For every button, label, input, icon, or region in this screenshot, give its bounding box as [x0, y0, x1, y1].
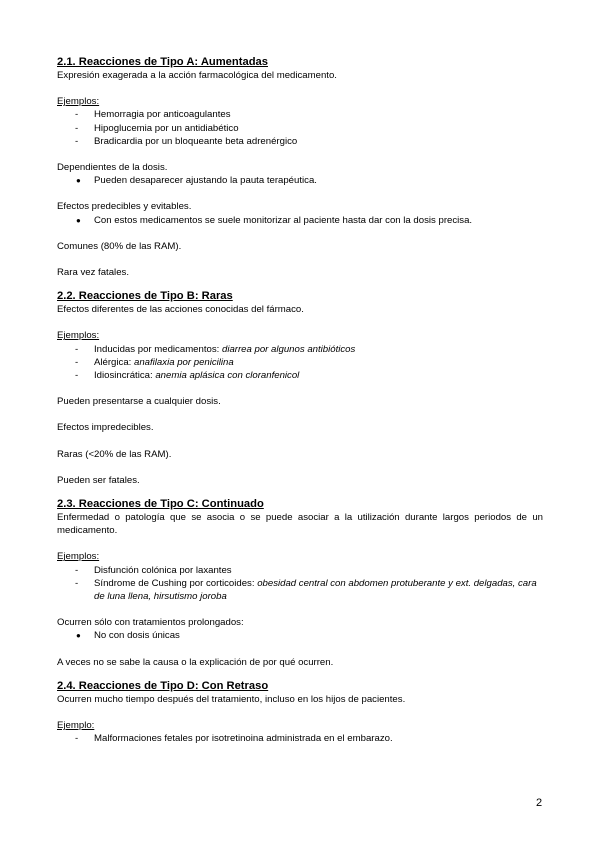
list-item: - Hipoglucemia por un antidiabético	[75, 122, 239, 134]
list-item: - Disfunción colónica por laxantes	[75, 564, 232, 576]
list-item: - Hemorragia por anticoagulantes	[75, 109, 231, 121]
section-a-examples-list	[57, 108, 543, 148]
section-a-description: Expresión exagerada a la acción farmacológica del medicamento.	[57, 70, 337, 81]
section-c-examples-label: Ejemplos:	[57, 551, 100, 563]
list-item: ● Con estos medicamentos se suele monitorizar al paciente hasta dar con la dosis precisa.	[76, 214, 473, 226]
section-b-rare: Raras (<20% de las RAM).	[57, 448, 172, 460]
section-a-common: Comunes (80% de las RAM).	[57, 240, 182, 252]
section-b-unpredictable: Efectos impredecibles.	[57, 422, 154, 434]
list-item: - Malformaciones fetales por isotretinoina administrada en el embarazo.	[75, 733, 393, 745]
section-a-fatal: Rara vez fatales.	[57, 267, 129, 279]
section-c-unknown: A veces no se sabe la causa o la explicación de por qué ocurren.	[57, 656, 334, 668]
list-item: ● No con dosis únicas	[76, 630, 180, 642]
list-item: ● Pueden desaparecer ajustando la pauta terapéutica.	[76, 175, 317, 187]
section-c-title: 2.3. Reacciones de Tipo C: Continuado	[57, 498, 264, 511]
list-item: - Síndrome de Cushing por corticoides: obesidad central con abdomen protuberante y ext. delgadas, cara de luna llena, hirsutismo joroba	[75, 577, 537, 603]
section-b-examples-list	[57, 343, 543, 383]
section-b-title: 2.2. Reacciones de Tipo B: Raras	[57, 290, 233, 303]
section-a-dose-text: Dependientes de la dosis.	[57, 162, 168, 174]
list-item: - Idiosincrática: anemia aplásica con cloranfenicol	[75, 370, 300, 382]
section-a-title: 2.1. Reacciones de Tipo A: Aumentadas	[57, 56, 268, 68]
section-b-any-dose: Pueden presentarse a cualquier dosis.	[57, 396, 221, 408]
section-d-examples-list	[57, 732, 543, 745]
section-b-fatal: Pueden ser fatales.	[57, 474, 140, 486]
section-c-examples-list	[57, 564, 543, 604]
section-d-title: 2.4. Reacciones de Tipo D: Con Retraso	[57, 679, 269, 692]
section-b-description: Efectos diferentes de las acciones conocidas del fármaco.	[57, 304, 304, 316]
document-page	[57, 55, 543, 746]
section-c-prolonged: Ocurren sólo con tratamientos prolongados:	[57, 617, 244, 629]
list-item: - Inducidas por medicamentos: diarrea por algunos antibióticos	[75, 343, 356, 355]
section-d-example-label: Ejemplo:	[57, 720, 95, 732]
list-item: - Bradicardia por un bloqueante beta adrenérgico	[75, 135, 298, 147]
section-a-predict-text: Efectos predecibles y evitables.	[57, 201, 192, 213]
section-c-description: Enfermedad o patología que se asocia o se puede asociar a la utilización durante largos periodos de un medicamento.	[57, 512, 543, 537]
section-a-examples-label: Ejemplos:	[57, 96, 100, 108]
section-b-examples-label: Ejemplos:	[57, 330, 100, 342]
list-item: - Alérgica: anafilaxia por penicilina	[75, 356, 234, 368]
page-number: 2	[536, 797, 543, 809]
section-d-description: Ocurren mucho tiempo después del tratamiento, incluso en los hijos de pacientes.	[57, 693, 406, 705]
